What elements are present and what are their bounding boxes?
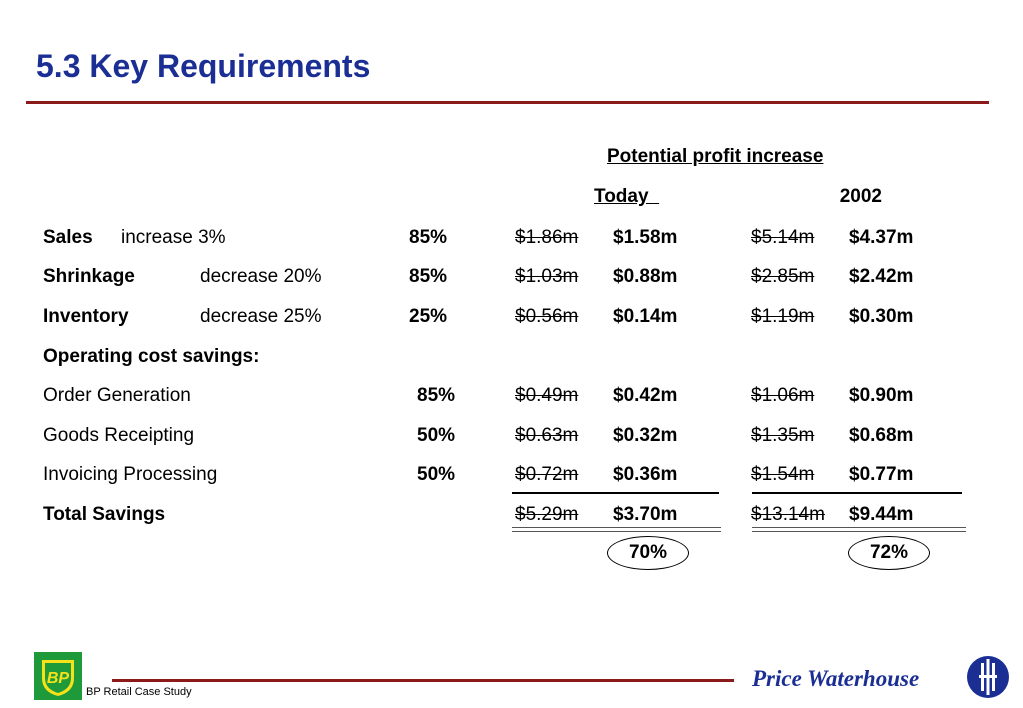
total-double-rule-today (512, 527, 721, 532)
y2002-revised-inventory: $0.30m (849, 306, 914, 327)
row-label-inventory: Inventory (43, 306, 129, 327)
subtotal-rule-today (512, 492, 719, 494)
today-revised-invoicing-processing: $0.36m (613, 464, 678, 485)
row-desc-inventory: decrease 25% (200, 306, 322, 327)
row-pct-order-generation: 85% (417, 385, 456, 406)
today-original-sales: $1.86m (515, 227, 579, 248)
row-label-invoicing-processing: Invoicing Processing (43, 464, 218, 485)
row-label-order-generation: Order Generation (43, 385, 191, 406)
header-2002: 2002 (839, 186, 882, 207)
y2002-original-total: $13.14m (751, 504, 825, 525)
today-revised-total: $3.70m (613, 504, 678, 525)
row-label-shrinkage: Shrinkage (43, 266, 135, 287)
header-potential-profit: Potential profit increase (607, 146, 824, 167)
y2002-revised-invoicing-processing: $0.77m (849, 464, 914, 485)
today-original-invoicing-processing: $0.72m (515, 464, 579, 485)
y2002-revised-total: $9.44m (849, 504, 914, 525)
pct-2002-value: 72% (869, 542, 909, 563)
page-title: 5.3 Key Requirements (36, 48, 371, 84)
circled-pct-today (607, 536, 689, 570)
subtotal-rule-2002 (752, 492, 962, 494)
y2002-original-sales: $5.14m (751, 227, 815, 248)
row-desc-shrinkage: decrease 20% (200, 266, 322, 287)
y2002-revised-sales: $4.37m (849, 227, 914, 248)
today-revised-goods-receipting: $0.32m (613, 425, 678, 446)
y2002-original-inventory: $1.19m (751, 306, 815, 327)
row-pct-goods-receipting: 50% (417, 425, 456, 446)
today-original-total: $5.29m (515, 504, 579, 525)
y2002-revised-order-generation: $0.90m (849, 385, 914, 406)
today-original-goods-receipting: $0.63m (515, 425, 579, 446)
today-revised-sales: $1.58m (613, 227, 678, 248)
today-original-inventory: $0.56m (515, 306, 579, 327)
footer-label: BP Retail Case Study (86, 686, 192, 698)
section-heading-operating-cost: Operating cost savings: (43, 346, 260, 367)
header-period-row (594, 186, 882, 208)
circled-pct-2002 (848, 536, 930, 570)
today-original-order-generation: $0.49m (515, 385, 579, 406)
row-desc-sales: increase 3% (121, 227, 226, 248)
row-pct-inventory: 25% (409, 306, 448, 327)
today-revised-inventory: $0.14m (613, 306, 678, 327)
price-waterhouse-brand: Price Waterhouse (752, 666, 920, 691)
y2002-revised-goods-receipting: $0.68m (849, 425, 914, 446)
row-label-goods-receipting: Goods Receipting (43, 425, 195, 446)
bp-logo-text: BP (46, 670, 70, 687)
today-original-shrinkage: $1.03m (515, 266, 579, 287)
total-double-rule-2002 (752, 527, 966, 532)
header-today: Today (594, 186, 649, 207)
price-waterhouse-logo (966, 655, 1010, 699)
row-pct-shrinkage: 85% (409, 266, 448, 287)
pct-today-value: 70% (628, 542, 668, 563)
bp-logo (34, 652, 82, 700)
y2002-original-invoicing-processing: $1.54m (751, 464, 815, 485)
title-divider (26, 101, 989, 104)
y2002-original-order-generation: $1.06m (751, 385, 815, 406)
y2002-original-shrinkage: $2.85m (751, 266, 815, 287)
today-revised-order-generation: $0.42m (613, 385, 678, 406)
footer-divider (112, 679, 734, 682)
row-pct-sales: 85% (409, 227, 448, 248)
today-revised-shrinkage: $0.88m (613, 266, 678, 287)
row-label-sales: Sales (43, 227, 93, 248)
row-pct-invoicing-processing: 50% (417, 464, 456, 485)
y2002-original-goods-receipting: $1.35m (751, 425, 815, 446)
row-label-total-savings: Total Savings (43, 504, 166, 525)
y2002-revised-shrinkage: $2.42m (849, 266, 914, 287)
